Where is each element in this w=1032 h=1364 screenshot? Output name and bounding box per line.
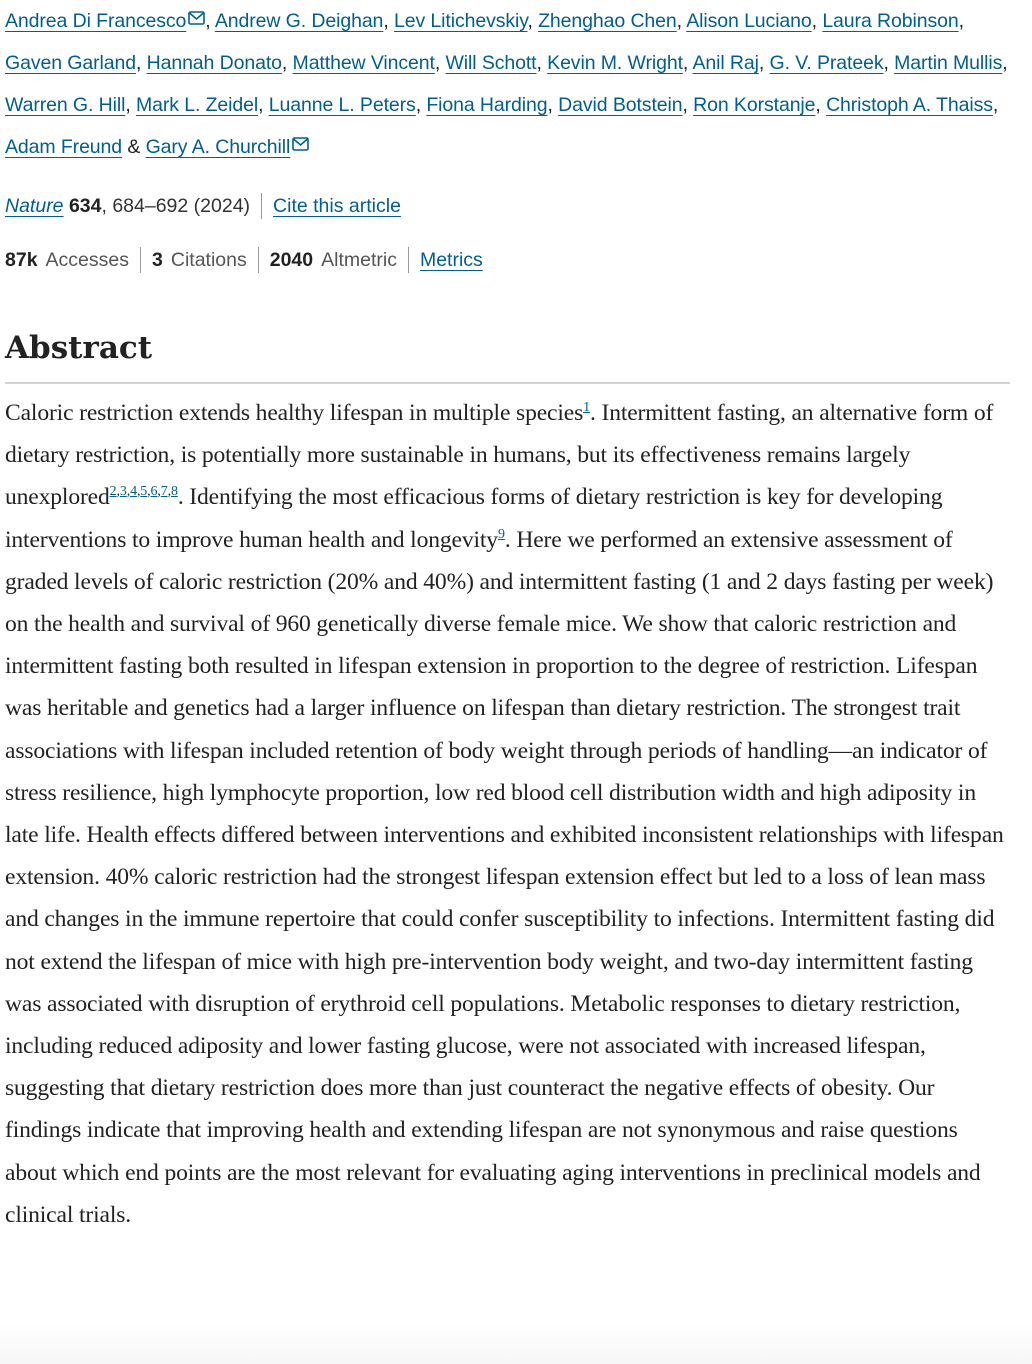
article-metrics <box>5 243 1010 277</box>
author-link[interactable]: Luanne L. Peters <box>268 94 416 116</box>
divider <box>408 247 409 273</box>
article-header <box>5 0 1010 1236</box>
author-link[interactable]: Fiona Harding <box>426 94 548 116</box>
author-link[interactable]: Ron Korstanje <box>693 94 816 116</box>
author-link[interactable]: Will Schott <box>445 52 537 74</box>
author-link[interactable]: Matthew Vincent <box>292 52 435 74</box>
author-link[interactable]: Laura Robinson <box>822 10 959 32</box>
citations-label: Citations <box>170 248 247 271</box>
abstract-segment: Caloric restriction extends healthy lifespan in multiple species <box>5 400 584 426</box>
author-link[interactable]: Gaven Garland <box>5 52 136 74</box>
author-link[interactable]: Andrea Di Francesco <box>5 10 187 32</box>
journal-link[interactable]: Nature <box>5 194 64 217</box>
reference-group: 2,3,4,5,6,7,8 <box>109 484 178 500</box>
reference-link[interactable]: 4 <box>130 484 137 500</box>
author-link[interactable]: Christoph A. Thaiss <box>826 94 993 116</box>
abstract-segment: . Intermittent fasting, an alternative form of dietary restriction, is potentially more sustainable in humans, but its effectiveness remains largely unexplored <box>5 400 994 511</box>
abstract-text <box>5 392 1010 1236</box>
author-link[interactable]: Hannah Donato <box>146 52 282 74</box>
accesses-label: Accesses <box>45 248 129 271</box>
citation-line <box>5 189 1010 223</box>
journal-volume: 634 <box>68 194 102 217</box>
reference-link[interactable]: 9 <box>497 526 505 542</box>
author-link[interactable]: Anil Raj <box>692 52 759 74</box>
bottom-fade <box>0 1324 1032 1364</box>
author-link[interactable]: Alison Luciano <box>686 10 812 32</box>
reference-group <box>583 400 590 415</box>
author-link[interactable]: Andrew G. Deighan <box>214 10 384 32</box>
reference-link[interactable]: 1 <box>583 400 590 415</box>
altmetric-score: 2040 <box>269 248 314 271</box>
reference-link[interactable]: 7 <box>160 484 168 500</box>
author-link[interactable]: Mark L. Zeidel <box>135 94 259 116</box>
accesses-count: 87k <box>5 248 38 271</box>
reference-link[interactable]: 8 <box>170 484 178 500</box>
mail-envelope-icon[interactable] <box>292 137 309 151</box>
altmetric-label: Altmetric <box>321 248 397 271</box>
mail-envelope-icon[interactable] <box>188 11 205 25</box>
author-link[interactable]: David Botstein <box>558 94 683 116</box>
reference-link[interactable]: 3 <box>119 484 127 500</box>
author-link[interactable]: Martin Mullis <box>894 52 1003 74</box>
author-list: Andrea Di Francesco , Andrew G. Deighan, Lev Litichevskiy, Zhenghao Chen, Alison Luciano, Laura Robinson, Gaven Garland, Hannah Donato, Matthew Vincent, Will Schott, Kevin M. Wright, Anil Raj, G. V. Prateek, Martin Mullis, Warren G. Hill, Mark L. Zeidel, Luanne L. Peters, Fiona Harding, David Botstein, Ron Korstanje, Christoph A. Thaiss, Adam Freund & Gary A. Churchill <box>5 10 1008 158</box>
reference-group <box>498 527 505 542</box>
cite-article-link[interactable]: Cite this article <box>273 194 401 217</box>
abstract-heading: Abstract <box>5 326 1010 384</box>
author-link[interactable]: Warren G. Hill <box>5 94 126 116</box>
abstract-segment: . Here we performed an extensive assessment of graded levels of caloric restriction (20% and 40%) and intermittent fasting (1 and 2 days fasting per week) on the health and survival of 960 genetically diverse female mice. We show that caloric restriction and intermittent fasting both resulted in lifespan extension in proportion to the degree of restriction. Lifespan was heritable and genetics had a larger influence on lifespan than dietary restriction. The strongest trait associations with lifespan included retention of body weight through periods of handling—an indicator of stress resilience, high lymphocyte proportion, low red blood cell distribution width and high adiposity in late life. Health effects differed between interventions and exhibited inconsistent relationships with lifespan extension. 40% caloric restriction had the strongest lifespan extension effect but led to a loss of lean mass and changes in the immune repertoire that could confer susceptibility to infections. Intermittent fasting did not extend the lifespan of mice with high pre-intervention body weight, and two-day intermittent fasting was associated with disruption of erythroid cell populations. Metabolic responses to dietary restriction, including reduced adiposity and lower fasting glucose, were not associated with increased lifespan, suggesting that dietary restriction does more than just counteract the negative effects of obesity. Our findings indicate that improving health and extending lifespan are not synonymous and raise questions about which end points are the most relevant for evaluating aging interventions in preclinical models and clinical trials. <box>5 526 1004 1228</box>
author-link[interactable]: Zhenghao Chen <box>538 10 677 32</box>
author-link[interactable]: Gary A. Churchill <box>145 136 291 158</box>
author-link[interactable]: Lev Litichevskiy <box>393 10 528 32</box>
divider <box>140 247 141 273</box>
reference-link[interactable]: 6 <box>150 484 158 500</box>
divider <box>258 247 259 273</box>
author-link[interactable]: Adam Freund <box>5 136 123 158</box>
reference-link[interactable]: 5 <box>140 484 148 500</box>
reference-link[interactable]: 2 <box>109 484 117 500</box>
author-link[interactable]: Kevin M. Wright <box>547 52 683 74</box>
abstract-segment: . Identifying the most efficacious forms of dietary restriction is key for developing interventions to improve human health and longevity <box>5 484 943 553</box>
author-link[interactable]: G. V. Prateek <box>769 52 884 74</box>
metrics-link[interactable]: Metrics <box>419 248 483 271</box>
divider <box>261 193 262 219</box>
citations-count: 3 <box>152 248 163 271</box>
journal-pages-year: , 684–692 (2024) <box>101 194 251 217</box>
